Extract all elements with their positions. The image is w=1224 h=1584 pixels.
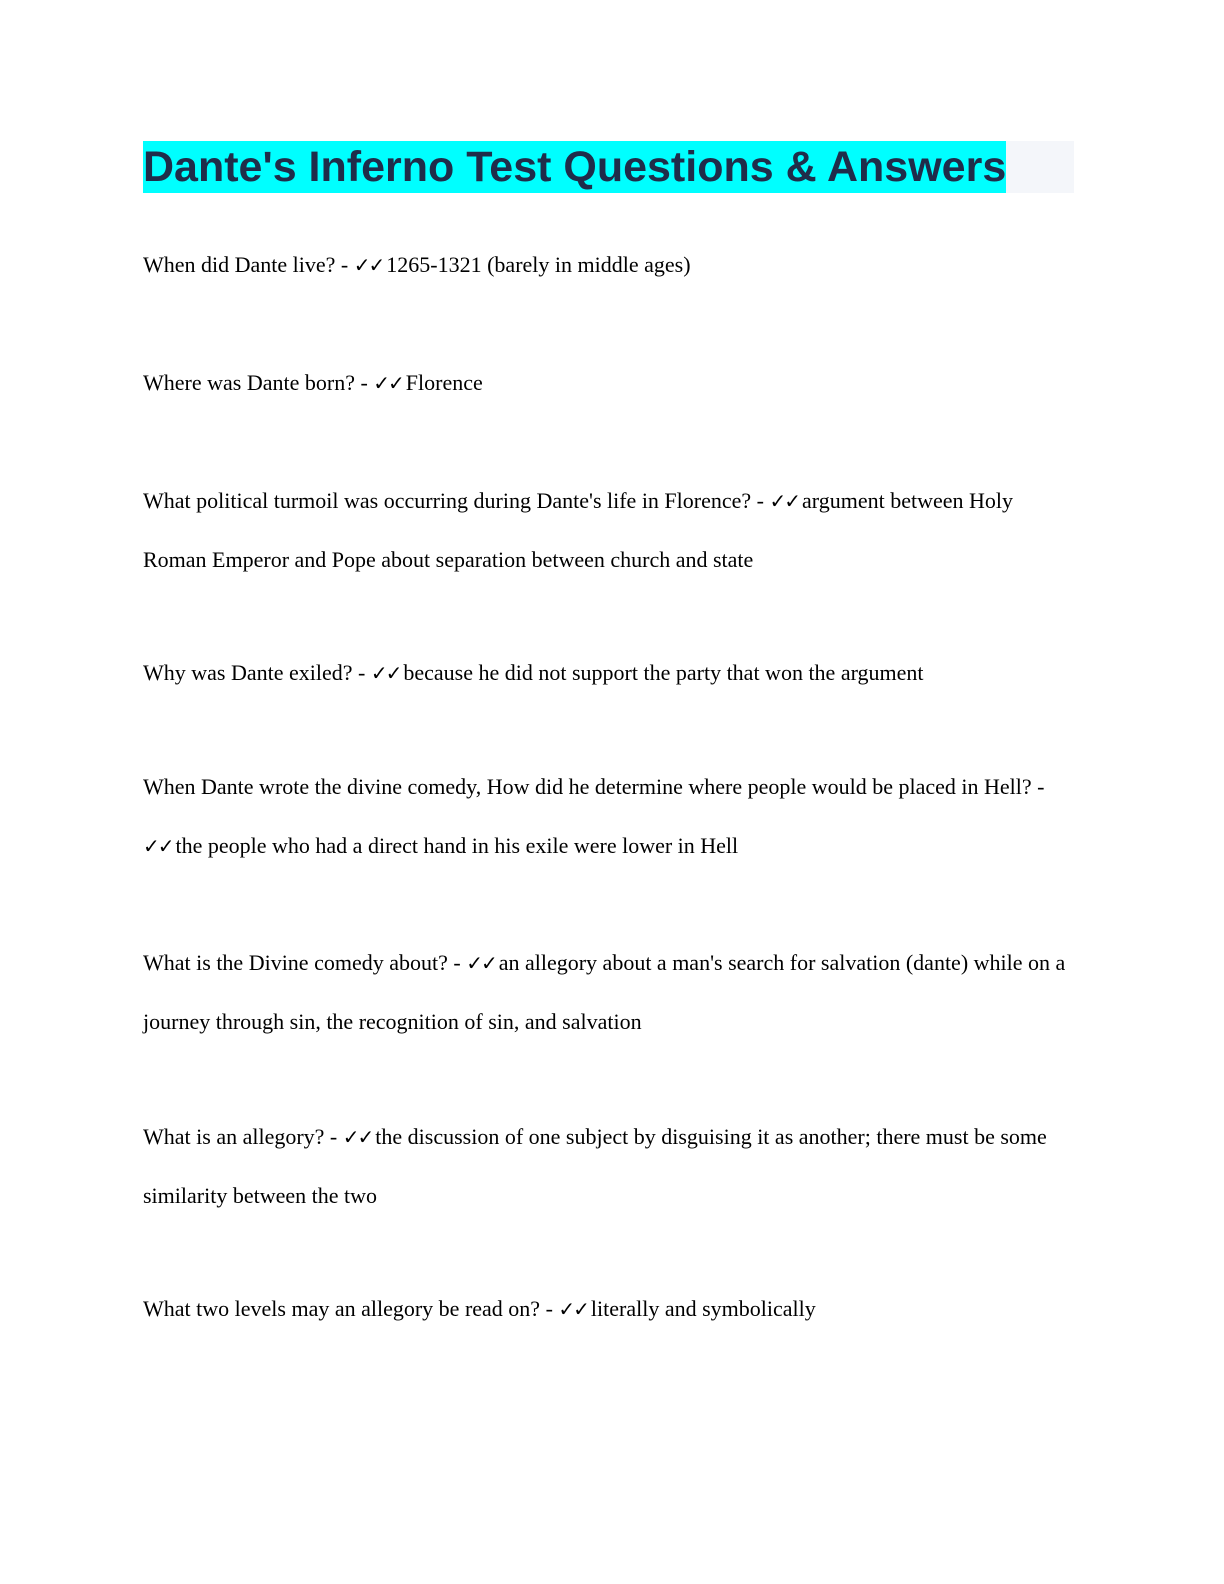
double-check-icon: ✓✓ [466,951,496,975]
question-text: When did Dante live? - [143,252,354,277]
question-text: Where was Dante born? - [143,370,374,395]
qa-item [143,758,1074,875]
answer-text: an allegory about a man's search for salvation (dante) while on a journey through sin, the recognition of sin, and salvation [143,950,1066,1034]
question-text: What is an allegory? - [143,1124,343,1149]
answer-text: Florence [405,370,483,395]
question-text: What is the Divine comedy about? - [143,950,467,975]
qa-item [143,644,1074,703]
double-check-icon: ✓✓ [143,833,173,858]
document-page [143,141,1074,1321]
qa-item [143,1108,1074,1225]
double-check-icon: ✓✓ [373,371,403,395]
double-check-icon: ✓✓ [769,489,800,513]
question-text: Why was Dante exiled? - [143,660,371,685]
answer-text: because he did not support the party that won the argument [403,660,924,685]
question-text: What political turmoil was occurring during Dante's life in Florence? - [143,488,770,513]
answer-text: the people who had a direct hand in his exile were lower in Hell [175,832,739,858]
qa-item [143,934,1074,1051]
qa-item [143,236,1074,295]
answer-text: literally and symbolically [590,1296,816,1321]
double-check-icon: ✓✓ [342,1125,373,1149]
double-check-icon: ✓✓ [353,253,384,277]
double-check-icon: ✓✓ [558,1297,588,1321]
qa-item [143,354,1074,413]
qa-item [143,472,1074,589]
qa-item [143,1280,1074,1339]
title-banner [143,141,1074,193]
answer-text: 1265-1321 (barely in middle ages) [386,252,691,277]
document-title: Dante's Inferno Test Questions & Answers [143,143,1007,191]
question-text: What two levels may an allegory be read on? - [143,1296,559,1321]
question-text: When Dante wrote the divine comedy, How did he determine where people would be placed in Hell? - [143,774,1045,799]
answer-text: argument between Holy Roman Emperor and Pope about separation between church and state [143,488,1013,572]
double-check-icon: ✓✓ [370,661,401,685]
answer-text: the discussion of one subject by disguising it as another; there must be some similarity between the two [143,1124,1047,1208]
